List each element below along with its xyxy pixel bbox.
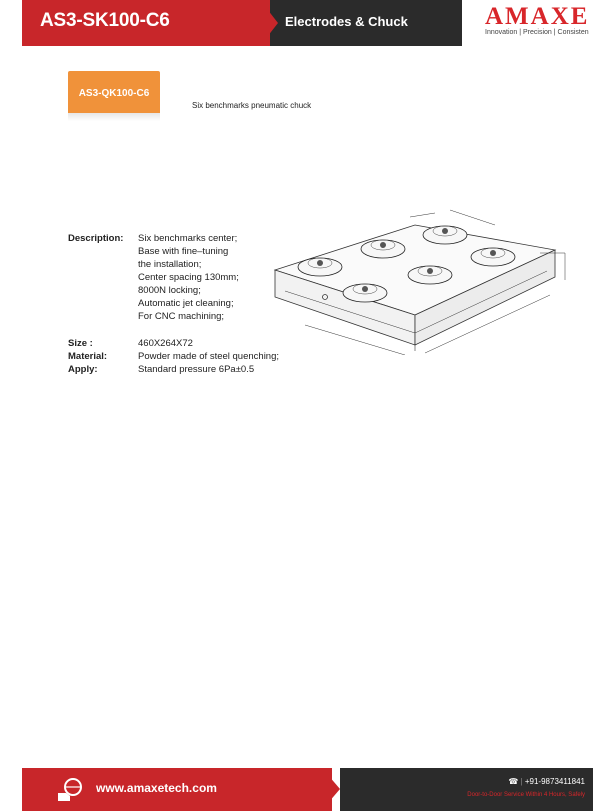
product-subtitle: Six benchmarks pneumatic chuck <box>192 101 312 110</box>
footer-dark-band <box>340 768 593 811</box>
product-tag-shadow <box>68 113 160 121</box>
page-header <box>22 0 593 46</box>
product-code-title: AS3-SK100-C6 <box>40 10 170 31</box>
brand-name: AMAXE <box>485 3 590 30</box>
product-tag-label: AS3-QK100-C6 <box>78 88 150 99</box>
description-line: 8000N locking; <box>138 285 201 296</box>
section-title: Electrodes & Chuck <box>285 14 408 29</box>
description-line: Center spacing 130mm; <box>138 272 239 283</box>
description-line: the installation; <box>138 259 202 270</box>
product-tag <box>68 71 160 113</box>
globe-hand-icon <box>56 777 84 803</box>
description-line: Base with fine–tuning <box>138 246 229 257</box>
chuck-technical-drawing <box>265 205 575 355</box>
service-tagline: Door-to-Door Service Within 4 Hours, Safely <box>467 792 585 798</box>
material-label: Material: <box>68 351 108 362</box>
description-line: For CNC machining; <box>138 311 225 322</box>
footer-phone: ☎ | +91-9873411841 <box>508 777 585 786</box>
description-text <box>138 232 239 323</box>
website-link[interactable]: www.amaxetech.com <box>96 781 217 795</box>
phone-number[interactable]: +91-9873411841 <box>524 777 585 786</box>
phone-icon: ☎ <box>508 777 519 786</box>
brand-logo <box>462 0 593 46</box>
description-line: Automatic jet cleaning; <box>138 298 234 309</box>
material-value: Powder made of steel quenching; <box>138 351 280 362</box>
size-label: Size : <box>68 338 93 349</box>
header-chevron <box>260 0 278 46</box>
brand-tagline: Innovation | Precision | Consisten <box>485 29 589 36</box>
description-line: Six benchmarks center; <box>138 233 238 244</box>
apply-label: Apply: <box>68 364 98 375</box>
apply-value: Standard pressure 6Pa±0.5 <box>138 364 255 375</box>
page-footer <box>22 768 593 811</box>
footer-chevron <box>322 768 340 810</box>
description-label: Description: <box>68 233 124 244</box>
size-value: 460X264X72 <box>138 338 193 349</box>
